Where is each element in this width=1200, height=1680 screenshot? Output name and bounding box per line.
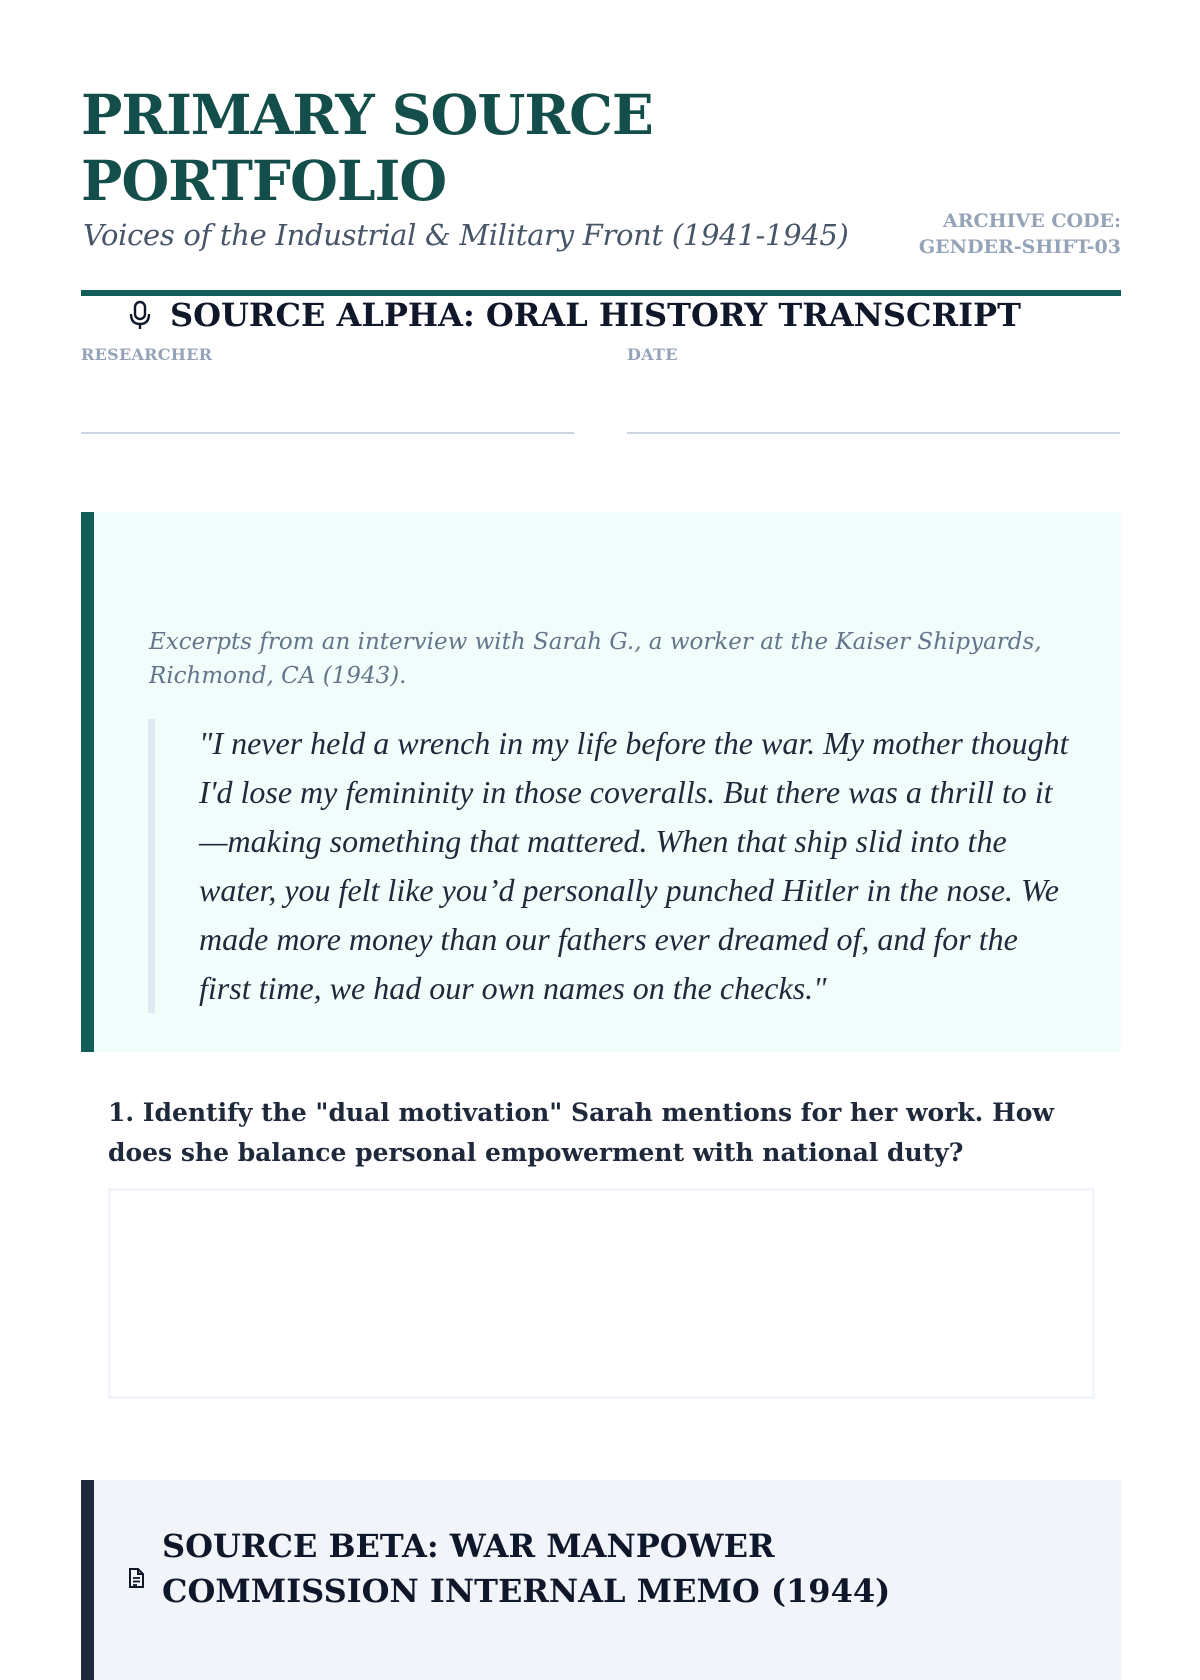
source-alpha-card: [81, 512, 1121, 1052]
page-title: PRIMARY SOURCE PORTFOLIO: [81, 82, 653, 213]
question-1-answer-input[interactable]: [108, 1188, 1095, 1399]
page-header: [81, 0, 1121, 296]
page-subtitle: Voices of the Industrial & Military Front (1941-1945): [83, 218, 849, 252]
question-1-prompt: 1. Identify the "dual motivation" Sarah mentions for her work. How does she balance personal empowerment with national duty?: [108, 1098, 1054, 1167]
researcher-info-row: [81, 345, 1121, 433]
researcher-label: RESEARCHER: [81, 345, 213, 364]
source-alpha-quote: "I never held a wrench in my life before the war. My mother thought I'd lose my femininity in those coveralls. But there was a thrill to it—making something that mattered. When that ship slid into the water, you felt like you’d personally punched Hitler in the nose. We made more money than our fathers ever dreamed of, and for the first time, we had our own names on the checks.": [148, 719, 1076, 1013]
source-beta-heading-text: SOURCE BETA: WAR MANPOWER COMMISSION INTERNAL MEMO (1944): [162, 1527, 891, 1610]
source-alpha-caption: Excerpts from an interview with Sarah G., a worker at the Kaiser Shipyards, Richmond, CA (1943).: [149, 629, 1042, 689]
worksheet-page: [81, 0, 1121, 1610]
source-beta-heading: [124, 1524, 1024, 1614]
source-alpha-heading-text: SOURCE ALPHA: ORAL HISTORY TRANSCRIPT: [170, 296, 1021, 334]
researcher-field[interactable]: [81, 345, 574, 434]
date-field[interactable]: [627, 345, 1120, 434]
microphone-icon: [124, 299, 156, 331]
source-alpha-heading: [124, 296, 1021, 334]
archive-code: ARCHIVE CODE: GENDER-SHIFT-03: [918, 210, 1121, 258]
date-label: DATE: [627, 345, 678, 364]
document-icon: [124, 1557, 148, 1581]
